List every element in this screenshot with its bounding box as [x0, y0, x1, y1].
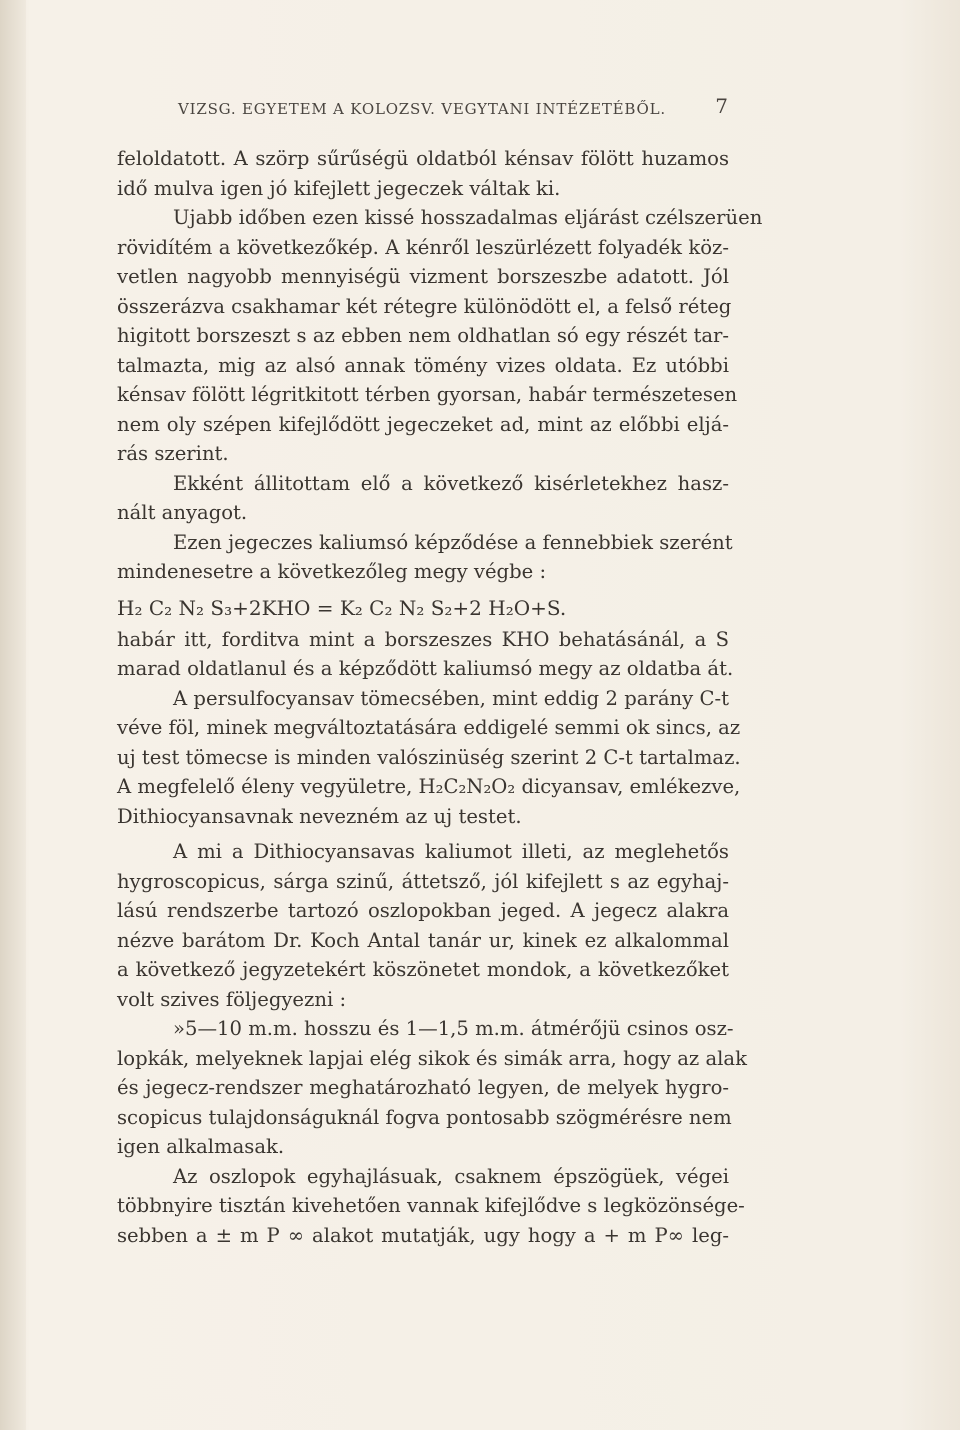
text-line: mindenesetre a következőleg megy végbe :	[117, 560, 547, 583]
text-line: igen alkalmasak.	[117, 1135, 285, 1158]
text-line: talmazta, mig az alsó annak tömény vizes oldata. Ez utóbbi	[117, 353, 729, 377]
text-line: nem oly szépen kifejlődött jegeczeket ad, mint az előbbi eljá-	[117, 412, 729, 436]
text-line: feloldatott. A szörp sűrűségü oldatból kénsav fölött huzamos	[117, 147, 729, 170]
text-line: Ujabb időben ezen kissé hosszadalmas eljárást czélszerüen	[173, 206, 763, 229]
text-line: többnyire tisztán kivehetően vannak kifejlődve s legközönsége-	[117, 1194, 745, 1217]
text-line: véve föl, minek megváltoztatására eddigelé semmi ok sincs, az	[117, 716, 741, 739]
text-line: nált anyagot.	[117, 501, 248, 524]
text-line: lopkák, melyeknek lapjai elég sikok és simák arra, hogy az alak	[117, 1046, 747, 1070]
text-line: és jegecz-rendszer meghatározható legyen, de melyek hygro-	[117, 1076, 729, 1099]
body-text	[117, 144, 763, 1250]
page-number: 7	[715, 94, 728, 118]
text-line: rövidítém a következőkép. A kénről leszürlézett folyadék köz-	[117, 235, 729, 259]
text-line: sebben a ± m P ∞ alakot mutatják, ugy hogy a + m P∞ leg-	[117, 1223, 729, 1247]
text-line: vetlen nagyobb mennyiségü vizment borszeszbe adatott. Jól	[117, 265, 729, 288]
text-line: idő mulva igen jó kifejlett jegeczek váltak ki.	[117, 176, 561, 200]
text-line: rás szerint.	[117, 442, 229, 465]
text-line: volt szives följegyezni :	[117, 987, 347, 1011]
text-line: Ekként állitottam elő a következő kisérletekhez hasz-	[173, 471, 729, 495]
running-head-title: VIZSG. EGYETEM A KOLOZSV. VEGYTANI INTÉZETÉBŐL.	[178, 100, 666, 118]
text-line: a következő jegyzetekért köszönetet mondok, a következőket	[117, 958, 729, 981]
paragraphs-after-formula	[117, 625, 747, 1251]
page-edge-shadow	[0, 0, 26, 1430]
text-line: uj test tömecse is minden valószinüség szerint 2 C-t tartalmaz.	[117, 745, 741, 769]
text-line: kénsav fölött légritkitott térben gyorsan, habár természetesen	[117, 383, 738, 406]
text-line: lású rendszerbe tartozó oszlopokban jeged. A jegecz alakra	[117, 899, 729, 922]
text-line: A mi a Dithiocyansavas kaliumot illeti, az meglehetős	[173, 840, 729, 863]
text-line: Ezen jegeczes kaliumsó képződése a fennebbiek szerént	[173, 530, 733, 554]
text-line: habár itt, forditva mint a borszeszes KHO behatásánál, a S	[117, 627, 729, 651]
text-line: Az oszlopok egyhajlásuak, csaknem épszögüek, végei	[173, 1164, 729, 1188]
running-head	[178, 94, 738, 124]
chemical-equation: H₂ C₂ N₂ S₃+2KHO = K₂ C₂ N₂ S₂+2 H₂O+S.	[117, 595, 567, 620]
text-line: scopicus tulajdonságuknál fogva pontosabb szögmérésre nem	[117, 1105, 732, 1129]
paragraphs-before-formula	[117, 144, 763, 587]
text-line: A persulfocyansav tömecsében, mint eddig 2 parány C-t	[173, 686, 729, 710]
text-line: »5—10 m.m. hosszu és 1—1,5 m.m. átmérőjü csinos osz-	[173, 1017, 734, 1040]
text-line: A megfelelő éleny vegyületre, H₂C₂N₂O₂ dicyansav, emlékezve,	[117, 775, 741, 798]
text-line: nézve barátom Dr. Koch Antal tanár ur, kinek ez alkalommal	[117, 928, 729, 952]
text-line: marad oldatlanul és a képződött kaliumsó megy az oldatba át.	[117, 657, 734, 680]
text-line: összerázva csakhamar két rétegre különödött el, a felső réteg	[117, 294, 732, 318]
text-line: hygroscopicus, sárga szinű, áttetsző, jól kifejlett s az egyhaj-	[117, 869, 729, 893]
text-line: higitott borszeszt s az ebben nem oldhatlan só egy részét tar-	[117, 324, 729, 347]
text-line: Dithiocyansavnak nevezném az uj testet.	[117, 804, 522, 828]
